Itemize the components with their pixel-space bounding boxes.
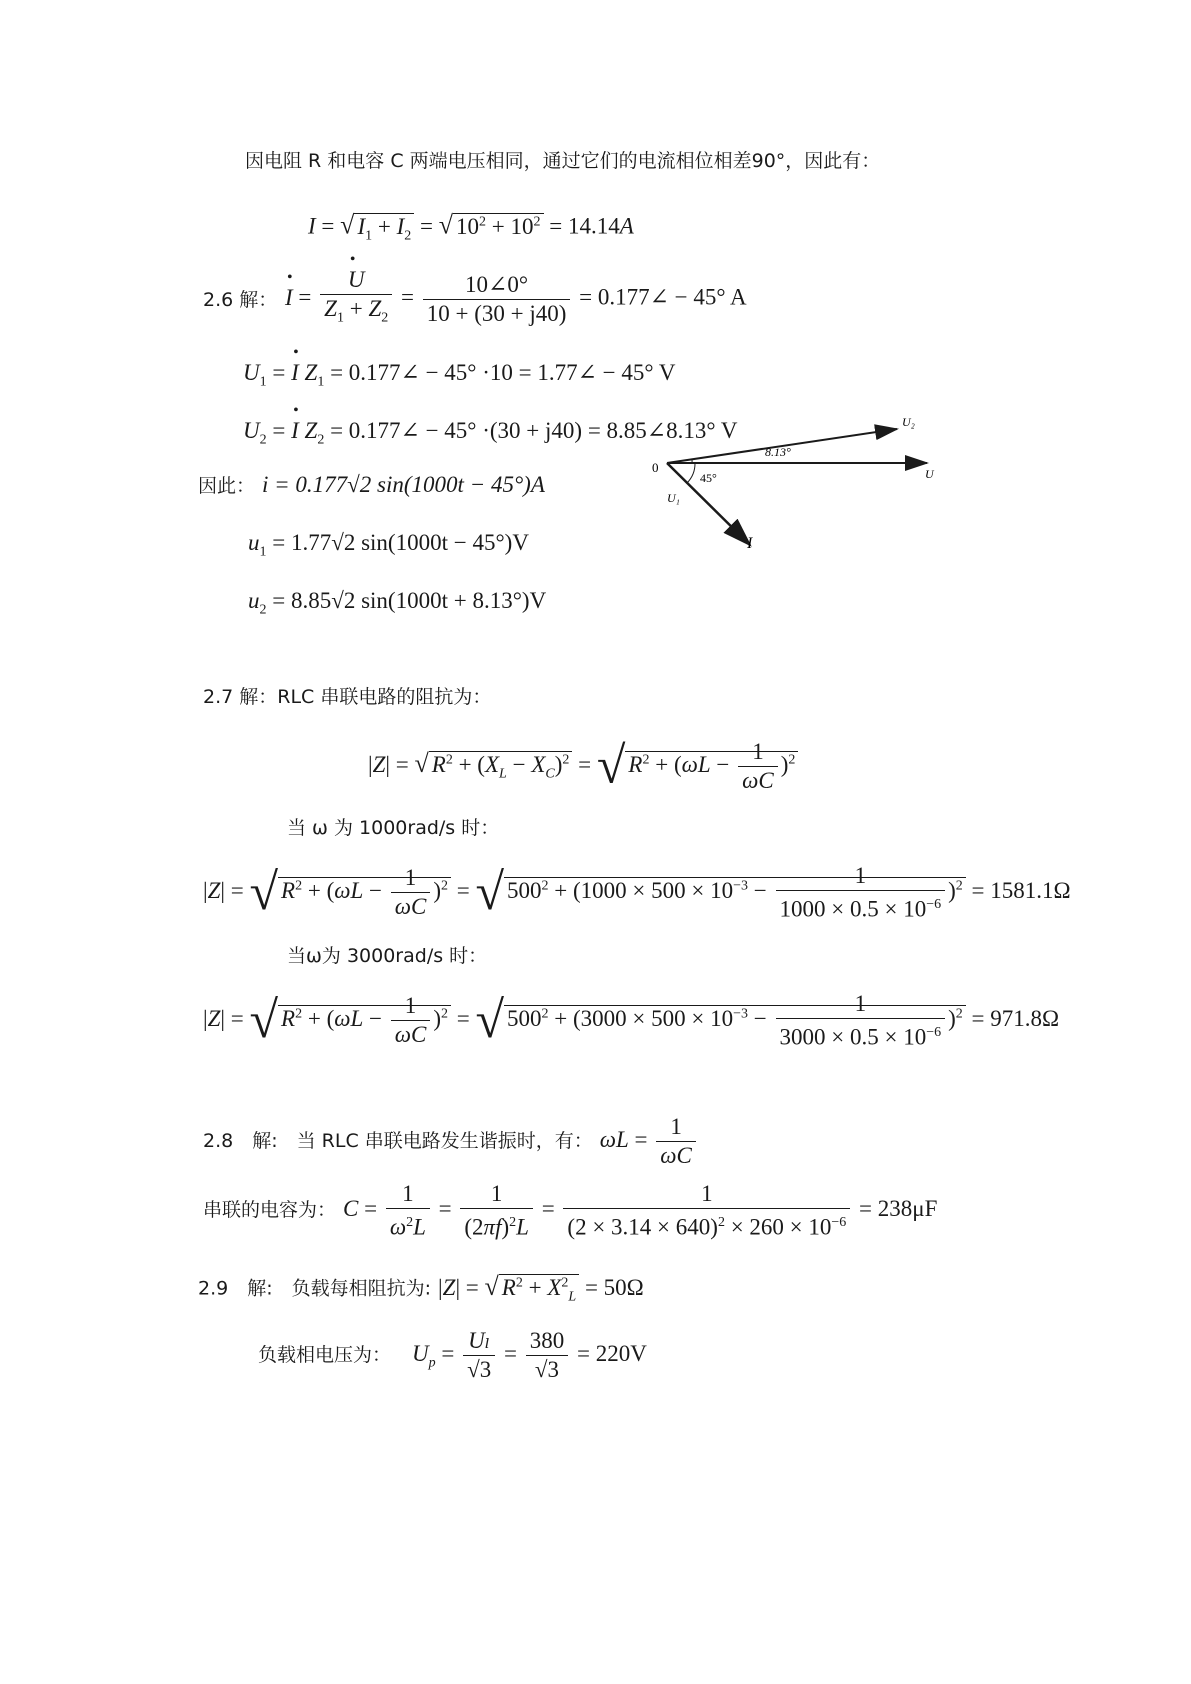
eq-u2-time-text: = 8.85√2 sin(1000t + 8.13°)V [272, 588, 547, 613]
eq-u1-rhs: = 0.177∠ − 45° ·10 = 1.77∠ − 45° V [330, 360, 676, 385]
impedance-result: = 50Ω [584, 1274, 644, 1300]
phasor-diagram [640, 400, 940, 560]
phase-voltage-result: = 220V [576, 1340, 647, 1366]
hence-label: 因此： [198, 475, 256, 497]
result-1000: = 1581.1Ω [971, 878, 1071, 904]
eq-u1-time-text: = 1.77√2 sin(1000t − 45°)V [272, 530, 529, 555]
eq-impedance-general: |Z| = √ $R^2 + (X_L - X_C)^2$ = √ $R^2 + (\omega L$ − $\frac{1}{\omega C}$ )$^2$ [368, 738, 798, 795]
phasor-label-u2: U₂ [902, 415, 915, 429]
eq-i-denominator: 10 + (30 + j40) [426, 300, 567, 326]
section-2-9: 2.9 解: 负载每相阻抗为: |Z| = √ $R^2 + X^2_L = 50\Omega$ [198, 1271, 644, 1305]
eq-i-result: = 0.177∠ − 45° A [579, 284, 747, 310]
intro-line: 因电阻 R 和电容 C 两端电压相同，通过它们的电流相位相差90°，因此有： [245, 150, 881, 172]
result-3000: = 971.8Ω [971, 1006, 1060, 1032]
eq-impedance-1000: |Z| = √ $R^2 + (\omega L$ − $\frac{1}{\omega C}$ )$^2$ = √ $500^2 + (1000 \times 500 \times 10^{-3}$ − $\frac{1}{1000 \times 0.5 \times 10^{-6}}$ )$^2$ = 1581.1Ω [203, 863, 1071, 922]
eq-i-time [198, 470, 545, 501]
when-1000-label: 当 ω 为 1000rad/s 时： [287, 817, 500, 839]
eq-phase-voltage: 负载相电压为： $U_p$ = $\frac{\text{Uₗ}}{√3}$ = $\frac{380}{√3}$ = 220V [258, 1328, 647, 1382]
eq-current-total: I = √ $I_1 + I_2$ = √ $10^2 + 10^2 = 14.14A$ [308, 210, 634, 244]
capacitance-label: 串联的电容为： [203, 1199, 337, 1222]
eq-u2: $U_2$ = • I $Z_2$ = 0.177∠ − 45° ·(30 + j40) = 8.85∠8.13° V [243, 416, 737, 456]
eq-capacitance: 串联的电容为： C = $\frac{1}{\omega^2L}$ = $\frac{1}{(2\pi f)^2L}$ = $\frac{1}{(2 \times 3.14 \times 640)^2 \times 260 \times 10^{-6}}$ = 238μF [203, 1181, 938, 1240]
eq-u1: $U_1$ = • I $Z_1$ = 0.177∠ − 45° ·10 = 1.77∠ − 45° V [243, 358, 676, 398]
phasor-label-u: U [925, 467, 934, 481]
phase-voltage-label: 负载相电压为： [258, 1343, 392, 1366]
eq-i-time-text: i = 0.177√2 sin(1000t − 45°)A [262, 472, 545, 497]
eq-u2-rhs: = 0.177∠ − 45° ·(30 + j40) = 8.85∠8.13° V [330, 418, 738, 443]
phasor-label-i: I [747, 535, 753, 552]
eq-u2-time: $u_2 = 8.85√2$ sin(1000t + 8.13°)V [248, 588, 547, 618]
phasor-angle-i: 45° [700, 471, 717, 485]
section-2-7-label: 2.7 解：RLC 串联电路的阻抗为： [203, 686, 492, 708]
phasor-origin: 0 [652, 460, 659, 475]
phasor-label-u1: U₁ [667, 491, 680, 505]
ul-label: Uₗ [463, 1327, 495, 1356]
v380: 380 [526, 1327, 569, 1356]
phasor-angle-u2: 8.13° [765, 445, 791, 459]
section-2-8: 2.8 解: 当 RLC 串联电路发生谐振时，有： ωL = $\frac{1}{\omega C}$ [203, 1113, 699, 1170]
eq-u1-time: $u_1 = 1.77√2$ sin(1000t − 45°)V [248, 530, 529, 560]
section-2-8-label: 2.8 解: 当 RLC 串联电路发生谐振时，有： [203, 1129, 593, 1152]
eq-impedance-3000: |Z| = √ $R^2 + (\omega L$ − $\frac{1}{\omega C}$ )$^2$ = √ $500^2 + (3000 \times 500 \times 10^{-3}$ − $\frac{1}{3000 \times 0.5 \times 10^{-6}}$ )$^2$ = 971.8Ω [203, 991, 1060, 1050]
eq-i-numerator: 10∠0° [423, 271, 571, 300]
section-2-6-label: 2.6 解： [203, 289, 278, 311]
eq-phasor-current: • I = • $\frac{U}{Z_1 + Z_2}$ = $\frac{10\angle 0^\circ}{10 + (30 + j40)}$ = 0.177∠ − 45° A [285, 266, 747, 333]
angle-arc-i [687, 463, 695, 483]
when-3000-label: 当ω为 3000rad/s 时： [287, 945, 488, 967]
capacitance-result: = 238μF [859, 1196, 938, 1222]
section-2-9-label: 2.9 解: 负载每相阻抗为: [198, 1277, 432, 1300]
